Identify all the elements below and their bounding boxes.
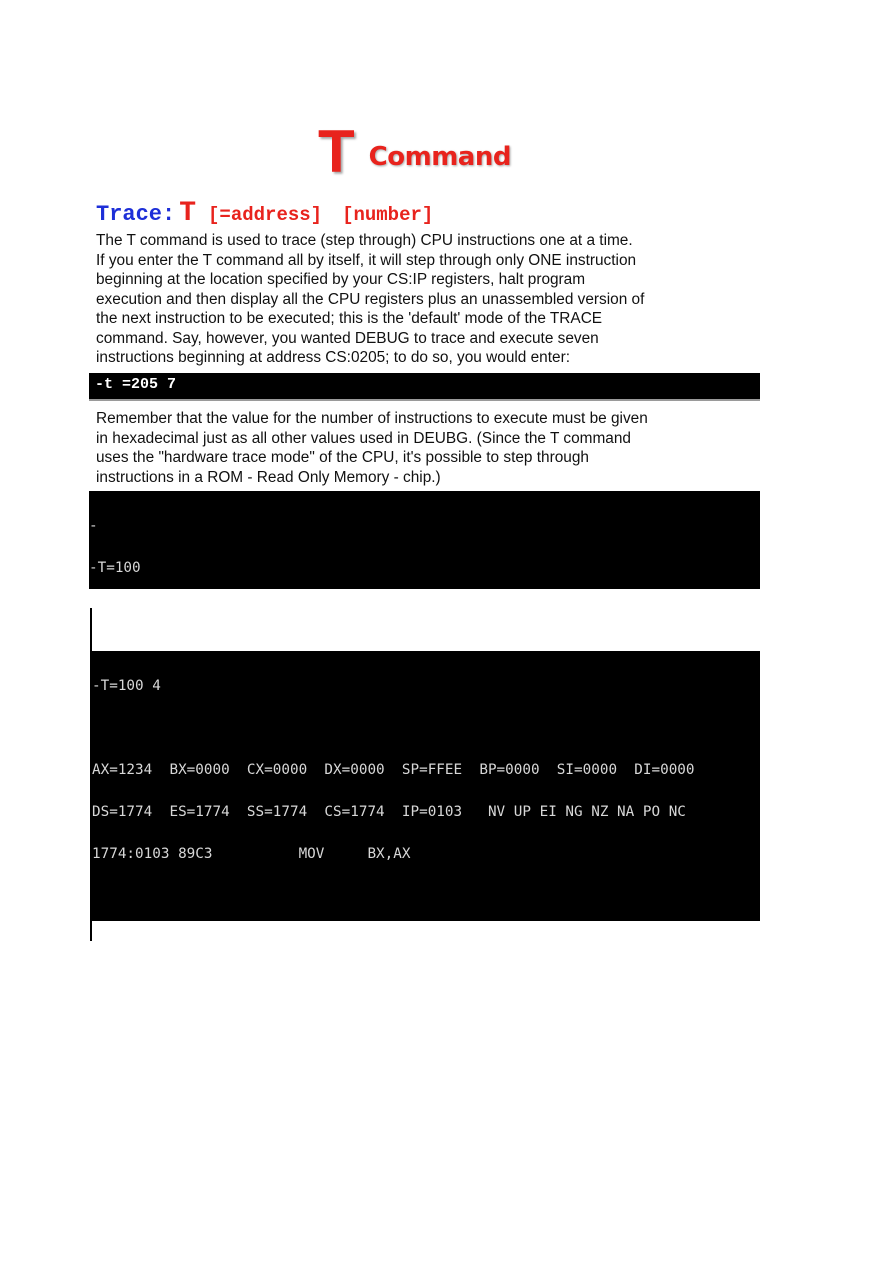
- text-line: instructions in a ROM - Read Only Memory - chip.): [96, 468, 441, 486]
- description-paragraph: [96, 231, 736, 368]
- console-line: -T=100: [89, 560, 141, 576]
- example-command: -t =205 7: [95, 376, 177, 393]
- console-screenshot-single-trace: [89, 491, 760, 589]
- example-command-bar: [89, 373, 760, 401]
- console-line: 1774:0103 89C3 MOV BX,AX: [92, 846, 411, 862]
- console-line: DS=1774 ES=1774 SS=1774 CS=1774 IP=0103 NV UP EI NG NZ NA PO NC: [92, 804, 686, 820]
- title-word: Command: [368, 142, 511, 172]
- syntax-keyword: Trace:: [96, 202, 176, 227]
- text-line: the next instruction to be executed; this is the 'default' mode of the TRACE: [96, 310, 603, 327]
- text-line: command. Say, however, you wanted DEBUG to trace and execute seven: [96, 329, 599, 347]
- console-line: -: [89, 518, 98, 534]
- text-line: beginning at the location specified by your CS:IP registers, halt program: [96, 271, 586, 288]
- console-line: [92, 889, 760, 903]
- text-line: instructions beginning at address CS:0205; to do so, you would enter:: [96, 349, 570, 366]
- console-line: AX=1234 BX=0000 CX=0000 DX=0000 SP=FFEE BP=0000 SI=0000 DI=0000: [92, 762, 695, 778]
- console-line: [92, 721, 760, 735]
- syntax-letter: T: [179, 198, 197, 229]
- text-line: If you enter the T command all by itself, it will step through only ONE instruction: [96, 251, 637, 269]
- command-syntax: [96, 198, 453, 229]
- text-line: in hexadecimal just as all other values used in DEUBG. (Since the T command: [96, 429, 631, 447]
- text-line: The T command is used to trace (step through) CPU instructions one at a time.: [96, 232, 633, 249]
- text-line: execution and then display all the CPU registers plus an unassembled version of: [96, 290, 645, 308]
- page-title: [318, 118, 511, 185]
- title-letter: T: [318, 118, 355, 185]
- note-paragraph: [96, 409, 736, 487]
- syntax-arg-number: [number]: [342, 204, 434, 226]
- text-line: uses the "hardware trace mode" of the CPU, it's possible to step through: [96, 449, 589, 466]
- syntax-arg-address: [=address]: [208, 204, 323, 226]
- console-screenshot-multi-trace: [92, 651, 760, 921]
- text-line: Remember that the value for the number of instructions to execute must be given: [96, 410, 648, 427]
- console-line: -T=100 4: [92, 678, 161, 694]
